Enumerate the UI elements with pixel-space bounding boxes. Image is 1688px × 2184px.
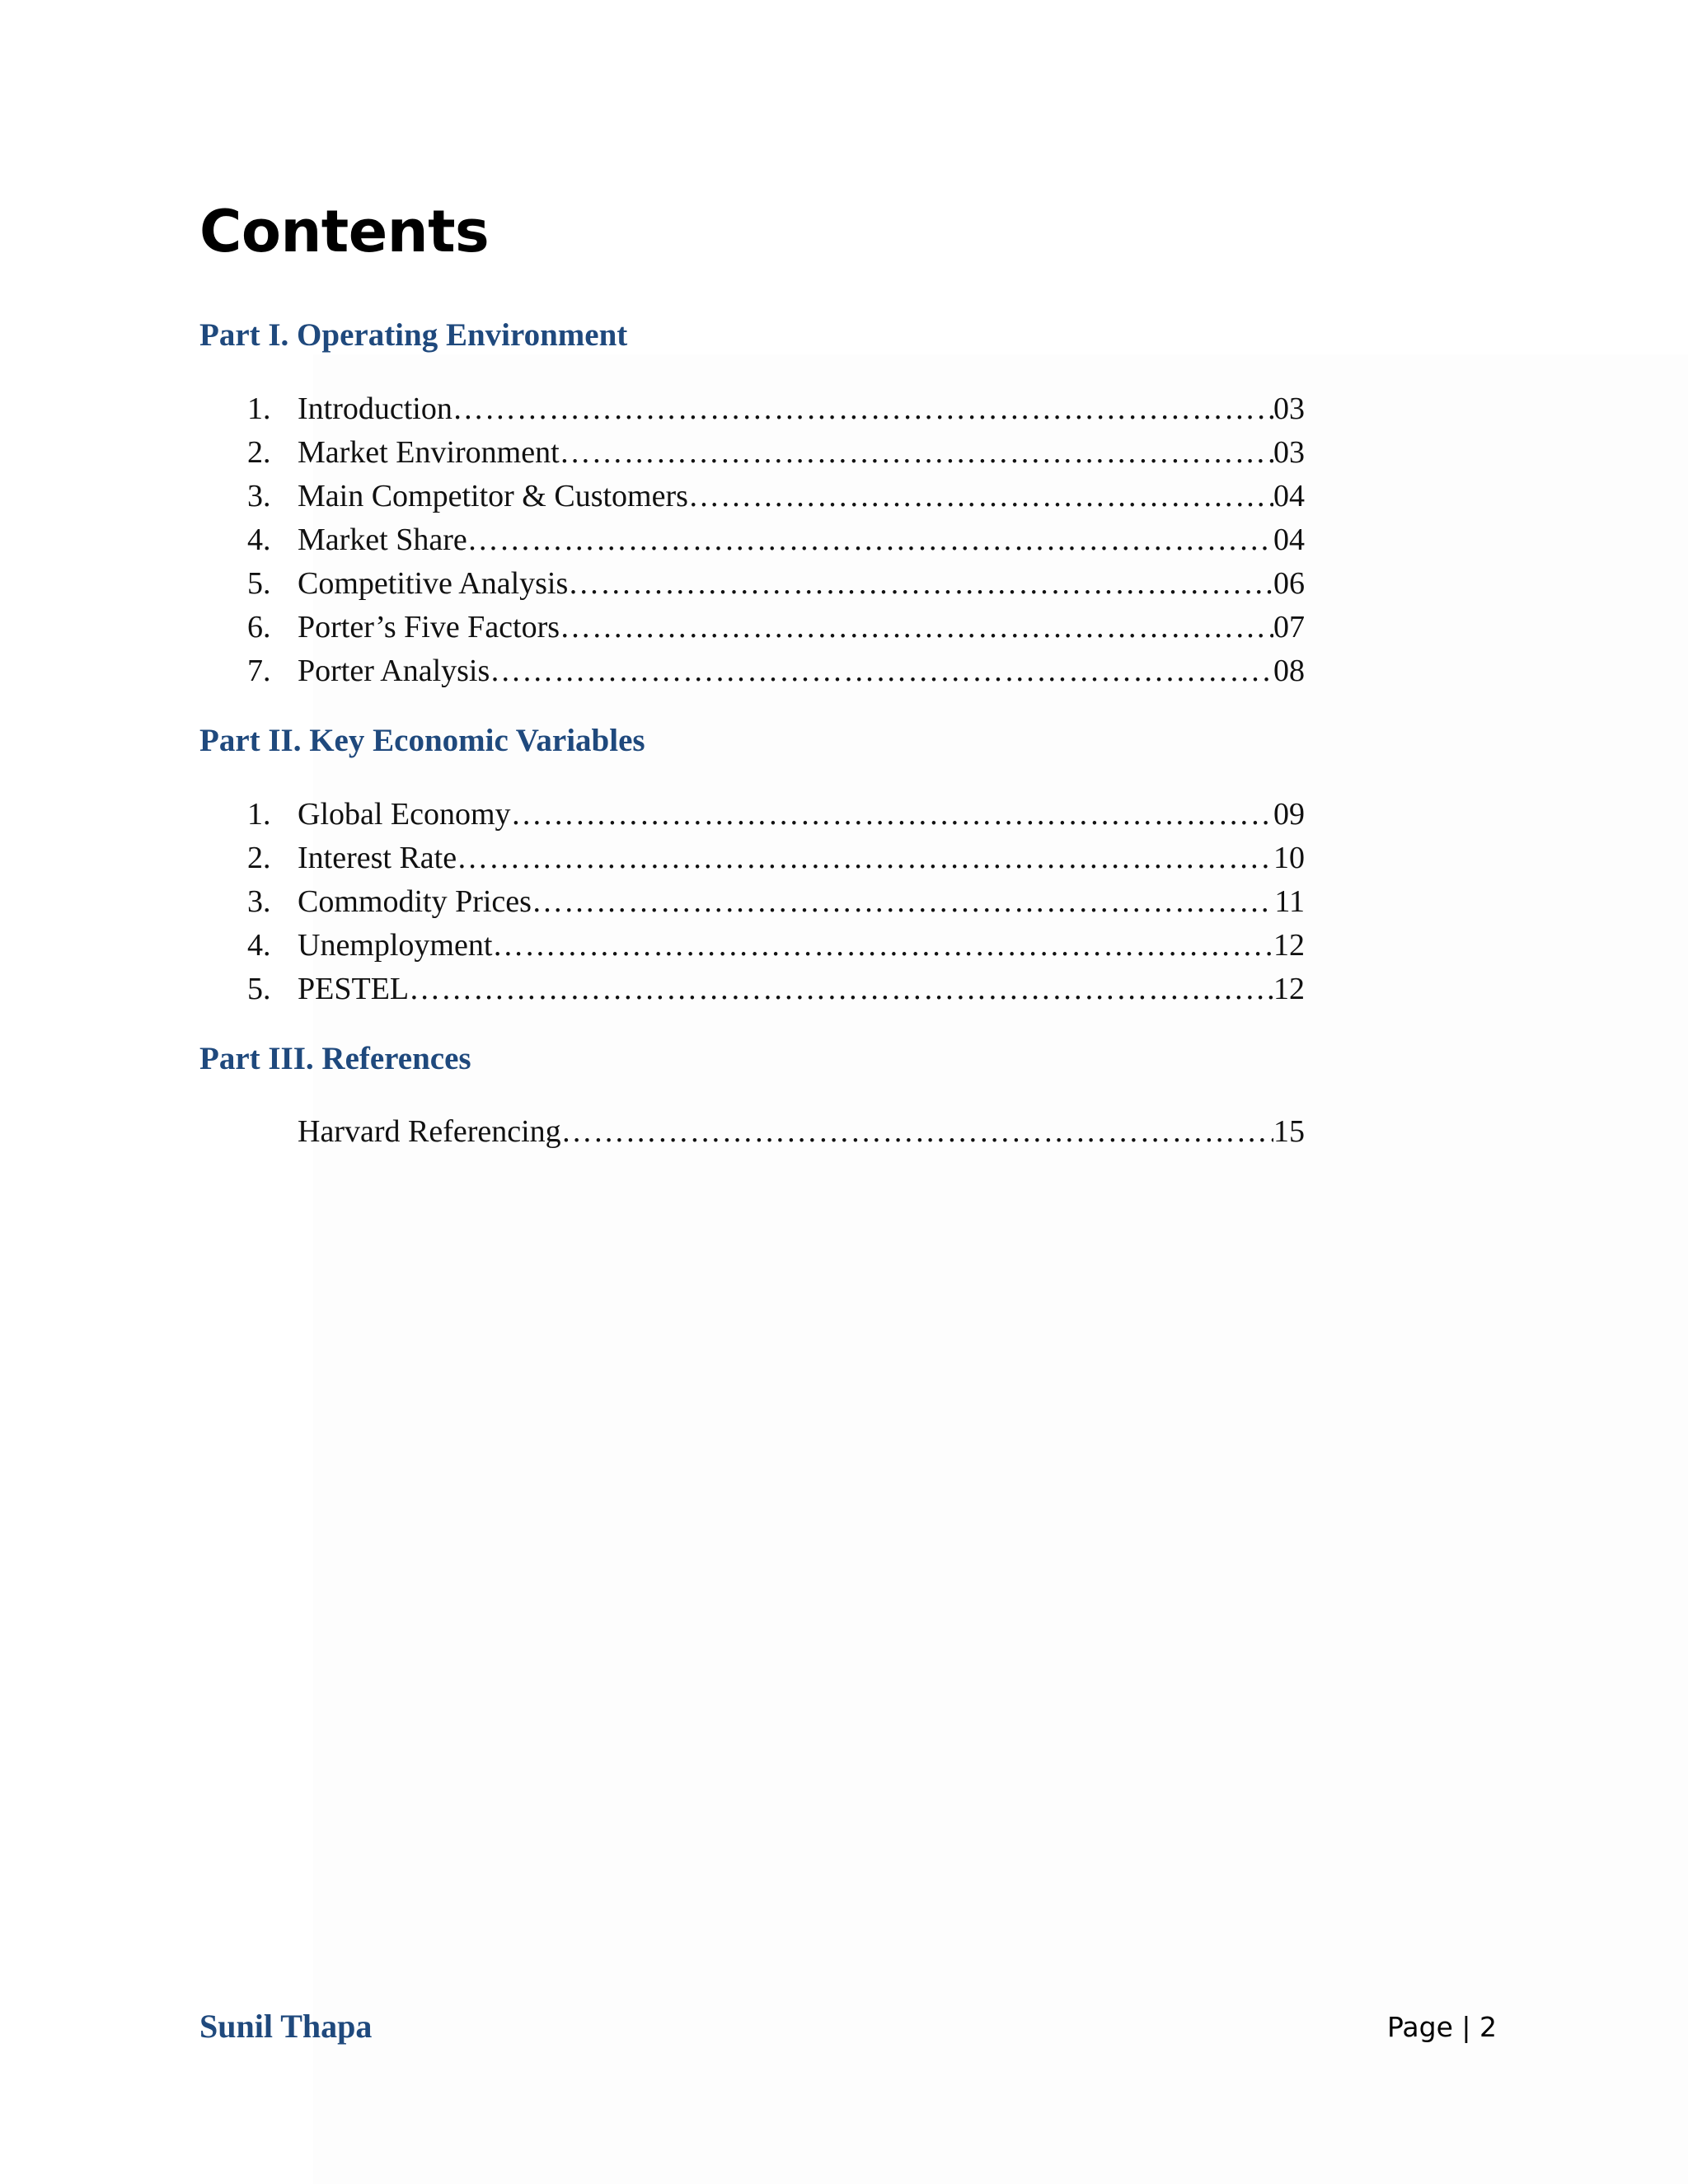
dot-leader: [568, 562, 1273, 606]
toc-entry-introduction[interactable]: [0, 387, 1688, 431]
dot-leader: [490, 649, 1273, 693]
toc-entry-line: [298, 649, 1305, 693]
toc-entry-label: Unemployment: [298, 928, 493, 963]
footer-page-number: Page | 2: [1387, 2011, 1497, 2043]
toc-entry-page: 11: [1274, 884, 1305, 919]
toc-entry-page: 12: [1273, 928, 1305, 963]
toc-entry-number: 5.: [247, 972, 271, 1006]
dot-leader: [560, 431, 1273, 475]
toc-entry-number: 2.: [247, 435, 271, 470]
toc-entry-label: Porter Analysis: [298, 654, 490, 688]
toc-entry-market-environment[interactable]: [0, 431, 1688, 475]
part-2-toc-list: [0, 793, 1688, 1011]
toc-entry-number: 2.: [247, 841, 271, 875]
toc-entry-line: [298, 924, 1305, 968]
toc-entry-competitive-analysis[interactable]: [0, 562, 1688, 606]
toc-entry-porters-five-factors[interactable]: [0, 606, 1688, 649]
toc-entry-line: [298, 837, 1305, 880]
dot-leader: [467, 518, 1273, 562]
toc-entry-number: 7.: [247, 654, 271, 688]
toc-entry-page: 12: [1273, 972, 1305, 1006]
toc-entry-label: Market Environment: [298, 435, 560, 470]
part-1-toc-list: [0, 387, 1688, 693]
toc-entry-unemployment[interactable]: [0, 924, 1688, 968]
toc-entry-main-competitor[interactable]: [0, 475, 1688, 518]
toc-entry-page: 03: [1273, 435, 1305, 470]
toc-entry-line: [298, 431, 1305, 475]
toc-entry-number: 1.: [247, 797, 271, 832]
toc-entry-line: [298, 793, 1305, 837]
toc-entry-line: [298, 606, 1305, 649]
footer-author: Sunil Thapa: [199, 2008, 373, 2045]
part-2-heading: Part II. Key Economic Variables: [199, 723, 645, 758]
toc-entry-number: 3.: [247, 884, 271, 919]
dot-leader: [511, 793, 1273, 837]
toc-entry-label: Introduction: [298, 391, 452, 426]
page-title: Contents: [199, 198, 490, 265]
toc-entry-porter-analysis[interactable]: [0, 649, 1688, 693]
toc-entry-page: 08: [1273, 654, 1305, 688]
dot-leader: [560, 606, 1273, 649]
dot-leader: [532, 880, 1274, 924]
toc-entry-harvard-referencing[interactable]: [0, 1110, 1688, 1154]
toc-entry-number: 4.: [247, 523, 271, 557]
toc-entry-page: 04: [1273, 523, 1305, 557]
toc-entry-number: 1.: [247, 391, 271, 426]
toc-entry-number: 3.: [247, 479, 271, 513]
toc-entry-label: Global Economy: [298, 797, 511, 832]
toc-entry-line: [298, 518, 1305, 562]
toc-entry-label: Market Share: [298, 523, 467, 557]
dot-leader: [688, 475, 1273, 518]
toc-entry-label: Harvard Referencing: [298, 1114, 561, 1149]
dot-leader: [492, 924, 1273, 968]
toc-entry-number: 6.: [247, 610, 271, 644]
toc-entry-label: Porter’s Five Factors: [298, 610, 560, 644]
dot-leader: [457, 837, 1273, 880]
toc-entry-number: 4.: [247, 928, 271, 963]
toc-entry-line: [298, 562, 1305, 606]
toc-entry-commodity-prices[interactable]: [0, 880, 1688, 924]
toc-entry-page: 09: [1273, 797, 1305, 832]
toc-entry-page: 04: [1273, 479, 1305, 513]
dot-leader: [561, 1110, 1273, 1154]
part-3-heading: Part III. References: [199, 1041, 471, 1076]
toc-entry-line: [298, 387, 1305, 431]
toc-entry-pestel[interactable]: [0, 968, 1688, 1011]
toc-entry-page: 06: [1273, 566, 1305, 601]
toc-entry-line: [298, 968, 1305, 1011]
toc-entry-page: 03: [1273, 391, 1305, 426]
toc-entry-label: Main Competitor & Customers: [298, 479, 688, 513]
toc-entry-page: 07: [1273, 610, 1305, 644]
dot-leader: [452, 387, 1273, 431]
toc-entry-global-economy[interactable]: [0, 793, 1688, 837]
part-3-toc-list: [0, 1110, 1688, 1154]
toc-entry-line: [298, 475, 1305, 518]
toc-entry-label: Competitive Analysis: [298, 566, 569, 601]
toc-entry-page: 15: [1273, 1114, 1305, 1149]
toc-entry-interest-rate[interactable]: [0, 837, 1688, 880]
toc-entry-page: 10: [1273, 841, 1305, 875]
toc-entry-label: Commodity Prices: [298, 884, 532, 919]
toc-entry-line: [298, 880, 1305, 924]
part-1-heading: Part I. Operating Environment: [199, 317, 628, 353]
toc-entry-line: [298, 1110, 1305, 1154]
toc-entry-number: 5.: [247, 566, 271, 601]
toc-entry-label: PESTEL: [298, 972, 410, 1006]
dot-leader: [409, 968, 1273, 1011]
toc-entry-label: Interest Rate: [298, 841, 457, 875]
toc-entry-market-share[interactable]: [0, 518, 1688, 562]
